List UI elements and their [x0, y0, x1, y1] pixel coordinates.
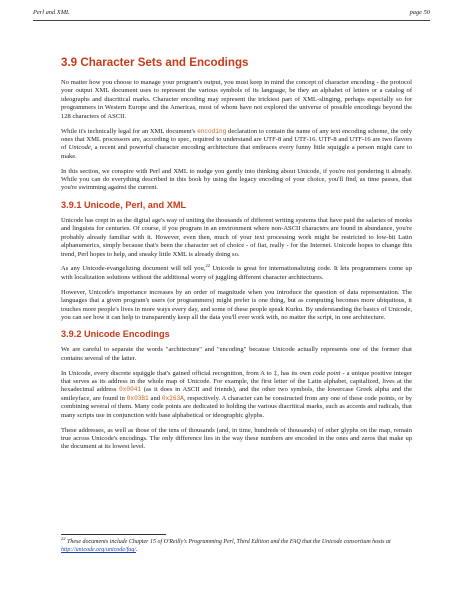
footnote-number: 22	[61, 536, 66, 541]
header-page-number: page 50	[409, 9, 430, 16]
paragraph-code-points	[61, 370, 412, 420]
text-run: - a unique positive integer that serves as its address in the whole map of Unicode. For example, the first letter of the Latin alphabet, capitalized, lives at the hexadecimal address	[61, 369, 412, 394]
subsection-heading-unicode-encodings: 3.9.2 Unicode Encodings	[61, 329, 170, 340]
inline-code-0x03b1: 0x03B1	[126, 394, 149, 402]
footnote-link[interactable]: http://unicode.org/unicode/faq/	[61, 547, 136, 553]
emphasis-unicode: Unicode	[68, 144, 91, 152]
footnote-divider	[61, 534, 166, 535]
header-book-title: Perl and XML	[33, 9, 70, 16]
text-run: , has its own	[277, 369, 313, 377]
glyph-double-dagger: ‡	[273, 369, 278, 377]
text-run: In Unicode, every discrete squiggle that's gained official recognition, from A to	[61, 369, 274, 377]
paragraph-data-representation: However, Unicode's importance increases by an order of magnitude when you introduce the question of data representation. The languages that a given program's users (or programmers) might prefer is one thing, but as computing becomes more ubiquitous, it touches more people's lives in more ways every day, and some of these people speak Kurku. By understanding the basics of Unicode, you can see how it can help to transparently keep all the data you'll ever work with, no matter the script, in one architecture.	[61, 288, 412, 321]
text-run: and	[148, 394, 162, 402]
header-divider	[33, 20, 430, 21]
text-run: , respectively. A character can be constructed from any one of these code points, or by combining several of them. Many code points are dedicated to holding the various diacritical marks, such as accents and radicals, that many scripts use in conjunction with base alphabetical or ideographic glyphs.	[61, 394, 412, 419]
text-run: declaration to contain the name of any text encoding scheme, the only ones that XML processors are, according to spec, required to understand are UTF-8 and UTF-16. UTF-8 and UTF-16 are two flavors of	[61, 127, 412, 152]
inline-code-0x263a: 0x263A	[161, 394, 184, 402]
text-run: While it's technically legal for an XML document's	[61, 127, 198, 135]
inline-code-0x0041: 0x0041	[119, 386, 142, 394]
paragraph-conspire: In this section, we conspire with Perl and XML to nudge you gently into thinking about Unicode, if you're not pondering it already. While you can do everything described in this book by using the legacy encoding of your choice, you'll find, as time passes, that you're swimming against the current.	[61, 167, 412, 192]
paragraph-internationalizing	[61, 265, 412, 282]
text-run: , a recent and powerful character encoding architecture that embraces every funny little squiggle a person might care to make.	[61, 144, 412, 160]
footnote-text: These documents include Chapter 15 of O'Reilly's Programming Perl, Third Edition and the FAQ that the Unicode consortium hosts at	[65, 539, 391, 545]
inline-code-encoding: encoding	[197, 127, 227, 135]
paragraph-encoding-declaration	[61, 128, 412, 162]
paragraph-architecture-encoding: We are careful to separate the words "architecture" and "encoding" because Unicode actually represents one of the former that contains several of the latter.	[61, 346, 412, 362]
main-content	[61, 56, 412, 458]
footnote	[61, 538, 412, 554]
text-run: Unicode is great for internationalizing code. It lets programmers come up with localization solutions without the additional worry of juggling different character architectures.	[61, 265, 412, 281]
paragraph-addresses: These addresses, as well as those of the tens of thousands (and, in time, hundreds of thousands) of other glyphs on the map, remain true across Unicode's encodings. The only difference lies in the way these numbers are encoded in the ones and zeros that make up the document at its lowest level.	[61, 426, 412, 451]
footnote-end: .	[135, 547, 138, 553]
paragraph-unicode-history: Unicode has crept in as the digital age's way of uniting the thousands of different writing systems that have paid the salaries of monks and linguists for centuries. Of course, if you program in an environment where non-ASCII characters are found in abundance, you're probably already familiar with it. However, even then, much of your text processing work might be restricted to low-bit Latin alphanumerics, simply because that's been the character set of choice - of fiat, really - for the Internet. Unicode hopes to change this trend, Perl hopes to help, and sneaky little XML is already doing so.	[61, 216, 412, 258]
footnote-reference[interactable]: 22	[205, 263, 210, 269]
text-run: As any Unicode-evangelizing document will tell you,	[61, 265, 206, 273]
emphasis-code-point: code point	[312, 369, 341, 377]
subsection-heading-unicode-perl-xml: 3.9.1 Unicode, Perl, and XML	[61, 199, 187, 210]
section-heading: 3.9 Character Sets and Encodings	[61, 56, 249, 69]
text-run: (as it does in ASCII and friends), and the other two symbols, the lowercase Greek alpha and the smileyface, are found in	[61, 386, 412, 402]
paragraph-intro: No matter how you choose to manage your program's output, you must keep in mind the concept of character encoding - the protocol your output XML document uses to represent the various symbols of its language, be they an alphabet of letters or a catalog of ideographs and diacritical marks. Character encoding may represent the trickiest part of XML-slinging, perhaps especially so for programmers in Western Europe and the Americas, most of whom have not explored the universe of possible encodings beyond the 128 characters of ASCII.	[61, 79, 412, 120]
